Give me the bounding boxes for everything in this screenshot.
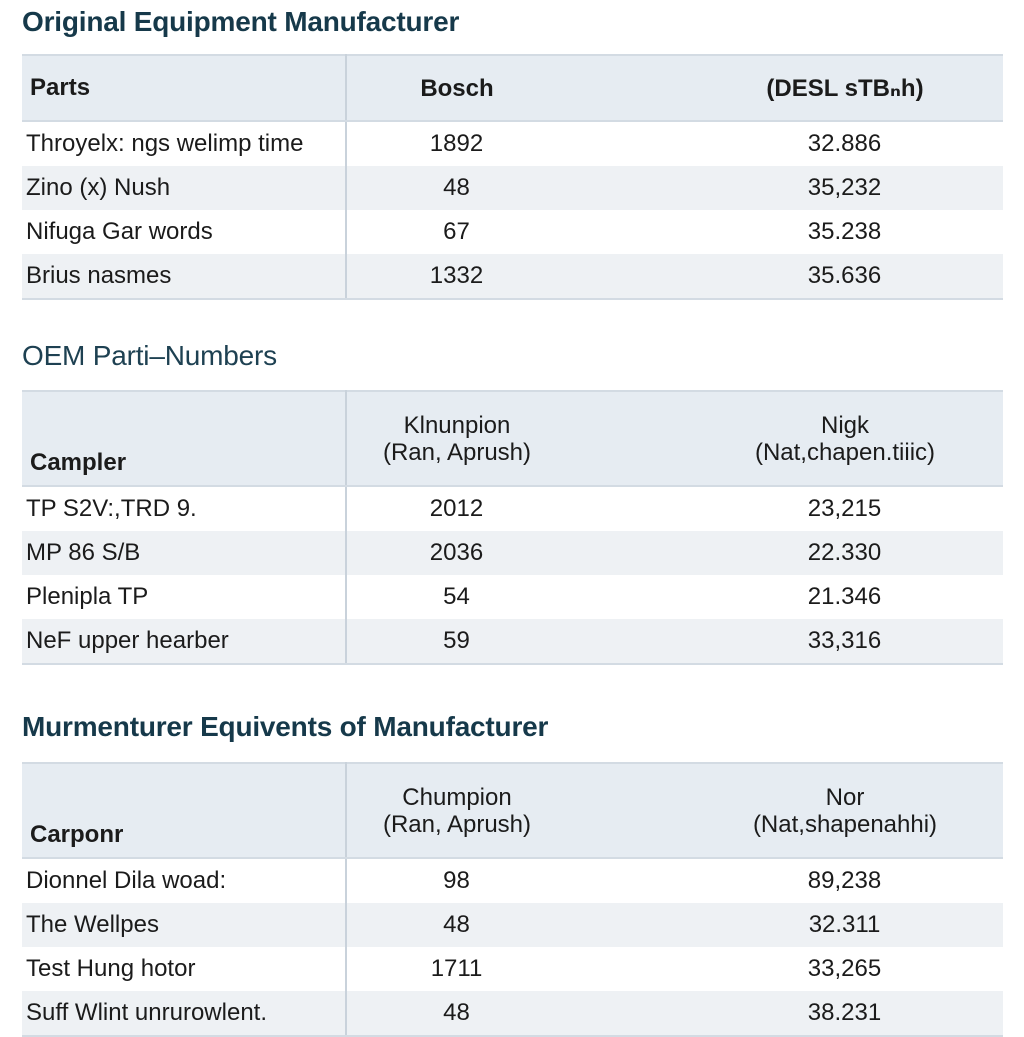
row-value: 98 (346, 858, 746, 903)
row-name: Brius nasmes (22, 254, 346, 299)
row-value: 35.238 (746, 210, 1003, 254)
column-header-carponr: Carponr (22, 763, 346, 858)
row-value: 23,215 (746, 486, 1003, 531)
table-row (22, 903, 1003, 947)
row-name: TP S2V:,TRD 9. (22, 486, 346, 531)
column-header-nigk (746, 391, 1003, 486)
column-header-klnunpion (346, 391, 746, 486)
row-value: 22.330 (746, 531, 1003, 575)
row-value: 48 (346, 991, 746, 1036)
table-header-row (22, 391, 1003, 486)
row-name: Test Hung hotor (22, 947, 346, 991)
row-value: 2012 (346, 486, 746, 531)
row-value: 35.636 (746, 254, 1003, 299)
table-row (22, 210, 1003, 254)
equivalents-table (22, 762, 1003, 1037)
row-name: Dionnel Dila woad: (22, 858, 346, 903)
table-row (22, 947, 1003, 991)
table-header-row (22, 55, 1003, 121)
row-value: 21.346 (746, 575, 1003, 619)
column-header-desl: (DESL sTBₙh) (746, 55, 1003, 121)
column-header-campler: Campler (22, 391, 346, 486)
column-header-parts: Parts (22, 55, 346, 121)
column-header-bosch: Bosch (346, 55, 746, 121)
section-title-oem: Original Equipment Manufacturer (22, 6, 460, 37)
row-value: 35,232 (746, 166, 1003, 210)
table-row (22, 991, 1003, 1036)
header-subline: (Ran, Aprush) (382, 438, 532, 466)
row-value: 54 (346, 575, 746, 619)
header-subline: (Nat,shapenahhi) (752, 810, 938, 838)
table-header-row (22, 763, 1003, 858)
row-name: Nifuga Gar words (22, 210, 346, 254)
row-name: Zino (x) Nush (22, 166, 346, 210)
table-row (22, 575, 1003, 619)
row-value: 59 (346, 619, 746, 664)
row-name: The Wellpes (22, 903, 346, 947)
oem-table (22, 54, 1003, 300)
row-value: 1711 (346, 947, 746, 991)
header-line: Chumpion (402, 783, 512, 811)
column-header-chumpion (346, 763, 746, 858)
row-name: Suff Wlint unrurowlent. (22, 991, 346, 1036)
row-value: 89,238 (746, 858, 1003, 903)
row-name: MP 86 S/B (22, 531, 346, 575)
section-title-part-numbers: OEM Parti–Numbers (22, 340, 277, 371)
table-row (22, 486, 1003, 531)
table-row (22, 531, 1003, 575)
row-value: 33,316 (746, 619, 1003, 664)
row-value: 2036 (346, 531, 746, 575)
row-name: NeF upper hearber (22, 619, 346, 664)
table-row (22, 858, 1003, 903)
part-numbers-table (22, 390, 1003, 665)
header-line: Klnunpion (403, 411, 511, 439)
row-value: 33,265 (746, 947, 1003, 991)
table-row (22, 121, 1003, 166)
row-value: 32.886 (746, 121, 1003, 166)
column-header-nor (746, 763, 1003, 858)
table-row (22, 254, 1003, 299)
row-value: 1332 (346, 254, 746, 299)
row-value: 48 (346, 903, 746, 947)
row-value: 38.231 (746, 991, 1003, 1036)
row-value: 1892 (346, 121, 746, 166)
row-value: 67 (346, 210, 746, 254)
table-row (22, 166, 1003, 210)
row-name: Throyelx: ngs welimp time (22, 121, 346, 166)
section-title-equivalents: Murmenturer Equivents of Manufacturer (22, 711, 549, 742)
header-line: Nigk (820, 411, 869, 439)
header-line: Nor (825, 783, 865, 811)
row-value: 48 (346, 166, 746, 210)
row-value: 32.311 (746, 903, 1003, 947)
table-row (22, 619, 1003, 664)
row-name: Plenipla TP (22, 575, 346, 619)
header-subline: (Nat,chapen.tiiic) (754, 438, 936, 466)
header-subline: (Ran, Aprush) (382, 810, 532, 838)
